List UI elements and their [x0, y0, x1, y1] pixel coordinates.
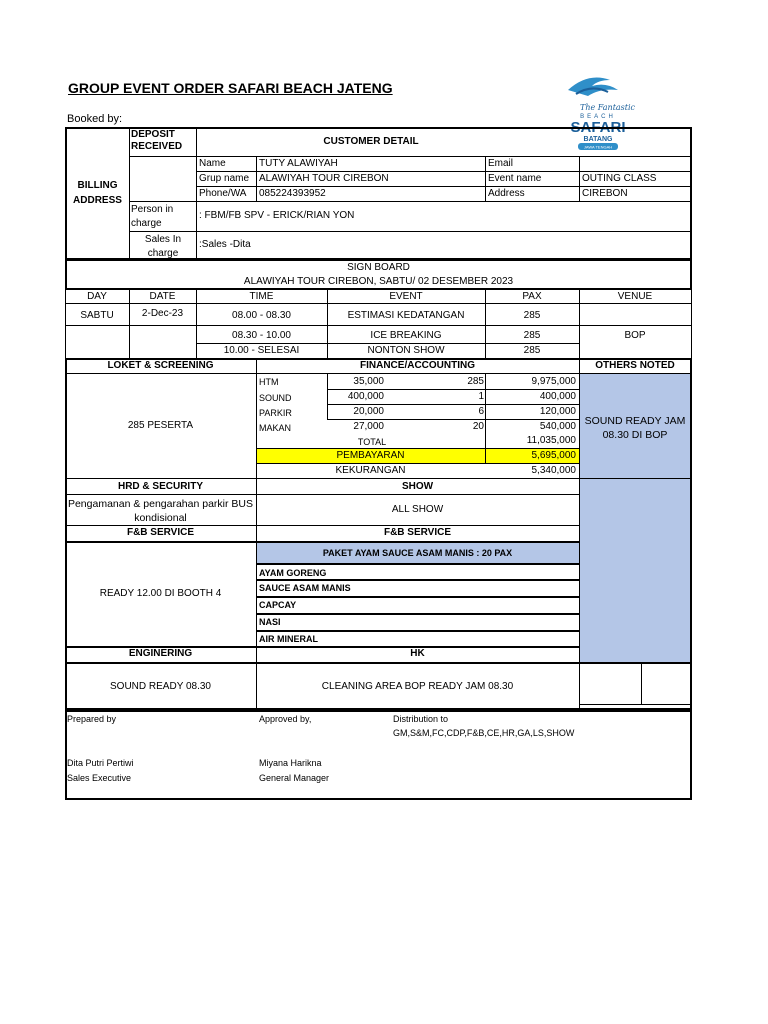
schedule-row-1-event: ESTIMASI KEDATANGAN	[347, 310, 465, 321]
hk-value: CLEANING AREA BOP READY JAM 08.30	[321, 681, 514, 692]
finance-row-4-qty: 20	[472, 421, 484, 432]
schedule-row-3-pax: 285	[523, 345, 541, 356]
finance-row-2-item: SOUND	[259, 393, 292, 403]
finance-row-1-total: 9,975,000	[531, 376, 576, 387]
schedule-row-3-event: NONTON SHOW	[367, 345, 445, 356]
distribution-value: GM,S&M,FC,CDP,F&B,CE,HR,GA,LS,SHOW	[393, 728, 575, 738]
finance-row-3-qty: 6	[478, 406, 484, 417]
loket-value: 285 PESERTA	[127, 420, 194, 431]
prepared-name: Dita Putri Pertiwi	[67, 758, 134, 768]
fb-item-4: NASI	[259, 617, 281, 627]
finance-row-4-item: MAKAN	[259, 423, 292, 433]
col-time: TIME	[249, 291, 274, 302]
hk-header: HK	[410, 648, 425, 659]
event-label: Event name	[488, 173, 542, 184]
sign-board-text: ALAWIYAH TOUR CIREBON, SABTU/ 02 DESEMBER 2023	[243, 276, 514, 287]
phone-value: 085224393952	[259, 188, 326, 199]
svg-text:BATANG: BATANG	[583, 136, 613, 143]
hrd-value: Pengamanan & pengarahan parkir BUS kondisional	[67, 498, 254, 524]
finance-row-3-item: PARKIR	[259, 408, 292, 418]
schedule-row-2-time: 08.30 - 10.00	[232, 330, 291, 341]
email-label: Email	[488, 158, 514, 169]
name-value: TUTY ALAWIYAH	[259, 158, 338, 169]
finance-row-1-price: 35,000	[353, 376, 384, 387]
grup-value: ALAWIYAH TOUR CIREBON	[259, 173, 389, 184]
phone-label: Phone/WA	[199, 188, 247, 199]
finance-row-1-qty: 285	[467, 376, 484, 387]
col-day: DAY	[87, 291, 107, 302]
pic-label: Person in charge	[131, 204, 174, 229]
name-label: Name	[199, 158, 226, 169]
others-value: SOUND READY JAM 08.30 DI BOP	[584, 415, 686, 441]
kekurangan-label: KEKURANGAN	[335, 465, 406, 476]
finance-row-4-total: 540,000	[539, 421, 576, 432]
finance-row-2-qty: 1	[478, 391, 484, 402]
schedule-row-2-pax: 285	[523, 330, 541, 341]
billing-address-label: BILLING ADDRESS	[73, 180, 122, 206]
col-event: EVENT	[389, 291, 423, 302]
deposit-received-label: DEPOSIT RECEIVED	[131, 129, 183, 152]
finance-row-1-item: HTM	[259, 377, 279, 387]
booked-by-label: Booked by:	[67, 113, 123, 125]
finance-row-3-total: 120,000	[539, 406, 576, 417]
pic-value: : FBM/FB SPV - ERICK/RIAN YON	[199, 210, 355, 221]
col-pax: PAX	[522, 291, 542, 302]
loket-header: LOKET & SCREENING	[107, 360, 214, 371]
total-value: 11,035,000	[526, 435, 576, 446]
hrd-header: HRD & SECURITY	[117, 481, 203, 492]
show-header: SHOW	[401, 481, 434, 492]
fb-item-2: SAUCE ASAM MANIS	[259, 583, 351, 593]
finance-row-2-price: 400,000	[347, 391, 384, 402]
approved-label: Approved by,	[259, 714, 312, 724]
engineering-value: SOUND READY 08.30	[110, 681, 211, 692]
address-label: Address	[488, 188, 525, 199]
show-value: ALL SHOW	[391, 504, 444, 515]
total-label: TOTAL	[357, 437, 387, 447]
distribution-label: Distribution to	[393, 714, 449, 724]
schedule-row-1-time: 08.00 - 08.30	[232, 310, 291, 321]
finance-row-2-total: 400,000	[539, 391, 576, 402]
address-value: CIREBON	[582, 188, 628, 199]
sign-board-label: SIGN BOARD	[347, 262, 410, 273]
schedule-row-2-event: ICE BREAKING	[370, 330, 442, 341]
event-value: OUTING CLASS	[582, 173, 657, 184]
prepared-title: Sales Executive	[67, 773, 132, 783]
col-date: DATE	[149, 291, 176, 302]
fb-left-value: READY 12.00 DI BOOTH 4	[99, 588, 222, 599]
finance-row-3-price: 20,000	[353, 406, 384, 417]
col-venue: VENUE	[617, 291, 653, 302]
customer-detail-label: CUSTOMER DETAIL	[323, 136, 419, 147]
schedule-row-1-pax: 285	[523, 310, 541, 321]
signature-block	[65, 710, 692, 800]
fb-right-header: F&B SERVICE	[383, 527, 452, 538]
approved-title: General Manager	[259, 773, 330, 783]
svg-text:The Fantastic: The Fantastic	[580, 103, 636, 112]
schedule-row-2-venue: BOP	[624, 330, 646, 341]
prepared-label: Prepared by	[67, 714, 117, 724]
svg-text:SAFARI: SAFARI	[570, 119, 626, 136]
finance-row-4-price: 27,000	[353, 421, 384, 432]
fb-left-header: F&B SERVICE	[126, 527, 195, 538]
pembayaran-value: 5,695,000	[531, 450, 576, 461]
approved-name: Miyana Harikna	[259, 758, 322, 768]
pembayaran-label: PEMBAYARAN	[336, 450, 405, 461]
grup-label: Grup name	[199, 173, 250, 184]
sales-label: Sales In charge	[144, 234, 182, 259]
svg-text:JAWA TENGAH: JAWA TENGAH	[583, 144, 613, 150]
kekurangan-value: 5,340,000	[531, 465, 576, 476]
engineering-header: ENGINERING	[128, 648, 193, 659]
schedule-row-1-day: SABTU	[80, 310, 114, 321]
finance-header: FINANCE/ACCOUNTING	[360, 360, 475, 371]
sales-value: :Sales -Dita	[199, 239, 251, 250]
others-header: OTHERS NOTED	[595, 360, 675, 371]
svg-text:BEACH: BEACH	[580, 114, 616, 120]
schedule-row-1-date: 2-Dec-23	[141, 308, 184, 319]
schedule-row-3-time: 10.00 - SELESAI	[223, 345, 300, 356]
fb-item-3: CAPCAY	[259, 600, 297, 610]
fb-package: PAKET AYAM SAUCE ASAM MANIS : 20 PAX	[322, 548, 513, 558]
page-title: GROUP EVENT ORDER SAFARI BEACH JATENG	[68, 80, 393, 96]
fb-item-1: AYAM GORENG	[259, 568, 327, 578]
fb-item-5: AIR MINERAL	[259, 634, 318, 644]
